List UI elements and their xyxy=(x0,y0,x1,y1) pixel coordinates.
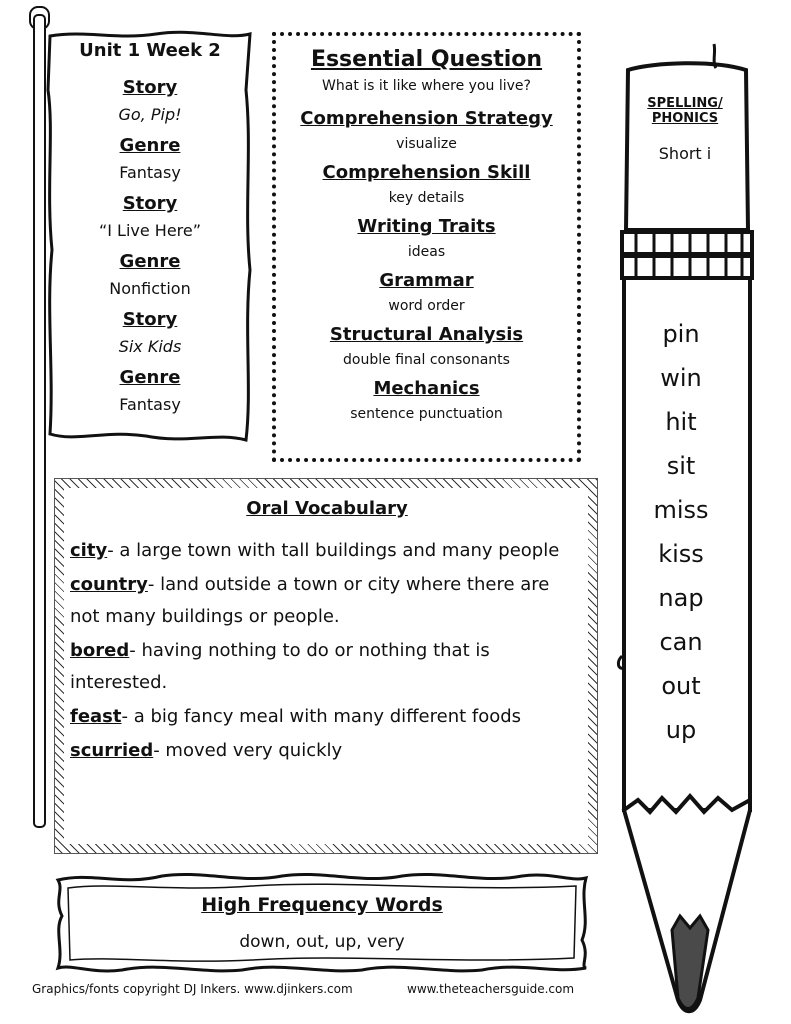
genre-value: Fantasy xyxy=(119,163,181,182)
vocab-entry xyxy=(70,735,584,767)
high-frequency-title: High Frequency Words xyxy=(201,894,443,916)
spelling-label-line2: PHONICS xyxy=(651,111,719,126)
vocab-term: bored xyxy=(70,640,130,661)
section-label: Writing Traits xyxy=(357,216,496,237)
spelling-word: up xyxy=(665,716,697,744)
section-label: Structural Analysis xyxy=(329,324,524,345)
section-label: Grammar xyxy=(379,270,474,291)
spelling-phonics-label xyxy=(628,96,742,126)
section-value: sentence punctuation xyxy=(350,406,503,422)
spelling-word: can xyxy=(659,628,703,656)
section-label: Mechanics xyxy=(373,378,480,399)
genre-value: Fantasy xyxy=(119,395,181,414)
spelling-word: kiss xyxy=(658,540,704,568)
vocab-term: scurried xyxy=(70,740,154,761)
story-value: Six Kids xyxy=(118,337,182,356)
section-value: ideas xyxy=(407,244,446,260)
high-frequency-frame xyxy=(52,870,592,974)
essential-question-text: What is it like where you live? xyxy=(322,78,531,94)
section-label: Comprehension Strategy xyxy=(300,108,553,129)
story-label: Story xyxy=(122,77,178,98)
essential-question-content xyxy=(276,44,577,430)
spelling-word: win xyxy=(660,364,702,392)
vocab-term: country xyxy=(70,574,148,595)
vocab-entry xyxy=(70,701,584,733)
spelling-word: hit xyxy=(665,408,697,436)
genre-label: Genre xyxy=(119,251,181,272)
footer-website: www.theteachersguide.com xyxy=(407,982,575,996)
section-value: double final consonants xyxy=(343,352,510,368)
vocab-definition: - land outside a town or city where there are not many buildings or people. xyxy=(70,574,550,627)
spelling-word: miss xyxy=(653,496,709,524)
story-value: “I Live Here” xyxy=(98,221,202,240)
story-label: Story xyxy=(122,309,178,330)
vocab-entry xyxy=(70,535,584,567)
spelling-label-line1: SPELLING/ xyxy=(647,96,723,111)
vocab-entry xyxy=(70,569,584,633)
spelling-word: sit xyxy=(666,452,696,480)
spelling-word-list xyxy=(622,312,740,752)
genre-label: Genre xyxy=(119,135,181,156)
story-value: Go, Pip! xyxy=(118,105,182,124)
vocab-definition: - a big fancy meal with many different foods xyxy=(121,706,522,727)
vocab-definition: - having nothing to do or nothing that is interested. xyxy=(70,640,490,693)
flag-content xyxy=(52,38,248,421)
story-label: Story xyxy=(122,193,178,214)
spelling-word: nap xyxy=(658,584,704,612)
oral-vocabulary-content xyxy=(70,498,584,769)
essential-question-title: Essential Question xyxy=(310,47,543,72)
section-value: word order xyxy=(388,298,465,314)
section-value: key details xyxy=(388,190,465,206)
section-value: visualize xyxy=(396,136,457,152)
vocab-term: city xyxy=(70,540,108,561)
genre-value: Nonfiction xyxy=(109,279,191,298)
flagpole xyxy=(33,14,46,828)
spelling-word: pin xyxy=(662,320,700,348)
section-label: Comprehension Skill xyxy=(322,162,531,183)
oral-vocabulary-box xyxy=(54,478,598,854)
vocab-definition: - a large town with tall buildings and many people xyxy=(107,540,560,561)
vocab-entry xyxy=(70,635,584,699)
phonics-pattern: Short i xyxy=(658,144,712,163)
footer-copyright: Graphics/fonts copyright DJ Inkers. www.djinkers.com xyxy=(32,982,353,996)
vocab-definition: - moved very quickly xyxy=(153,740,343,761)
spelling-word: out xyxy=(661,672,701,700)
vocab-term: feast xyxy=(70,706,122,727)
high-frequency-words: down, out, up, very xyxy=(239,932,405,952)
unit-week-title: Unit 1 Week 2 xyxy=(79,40,221,61)
oral-vocabulary-title: Oral Vocabulary xyxy=(246,498,408,519)
genre-label: Genre xyxy=(119,367,181,388)
